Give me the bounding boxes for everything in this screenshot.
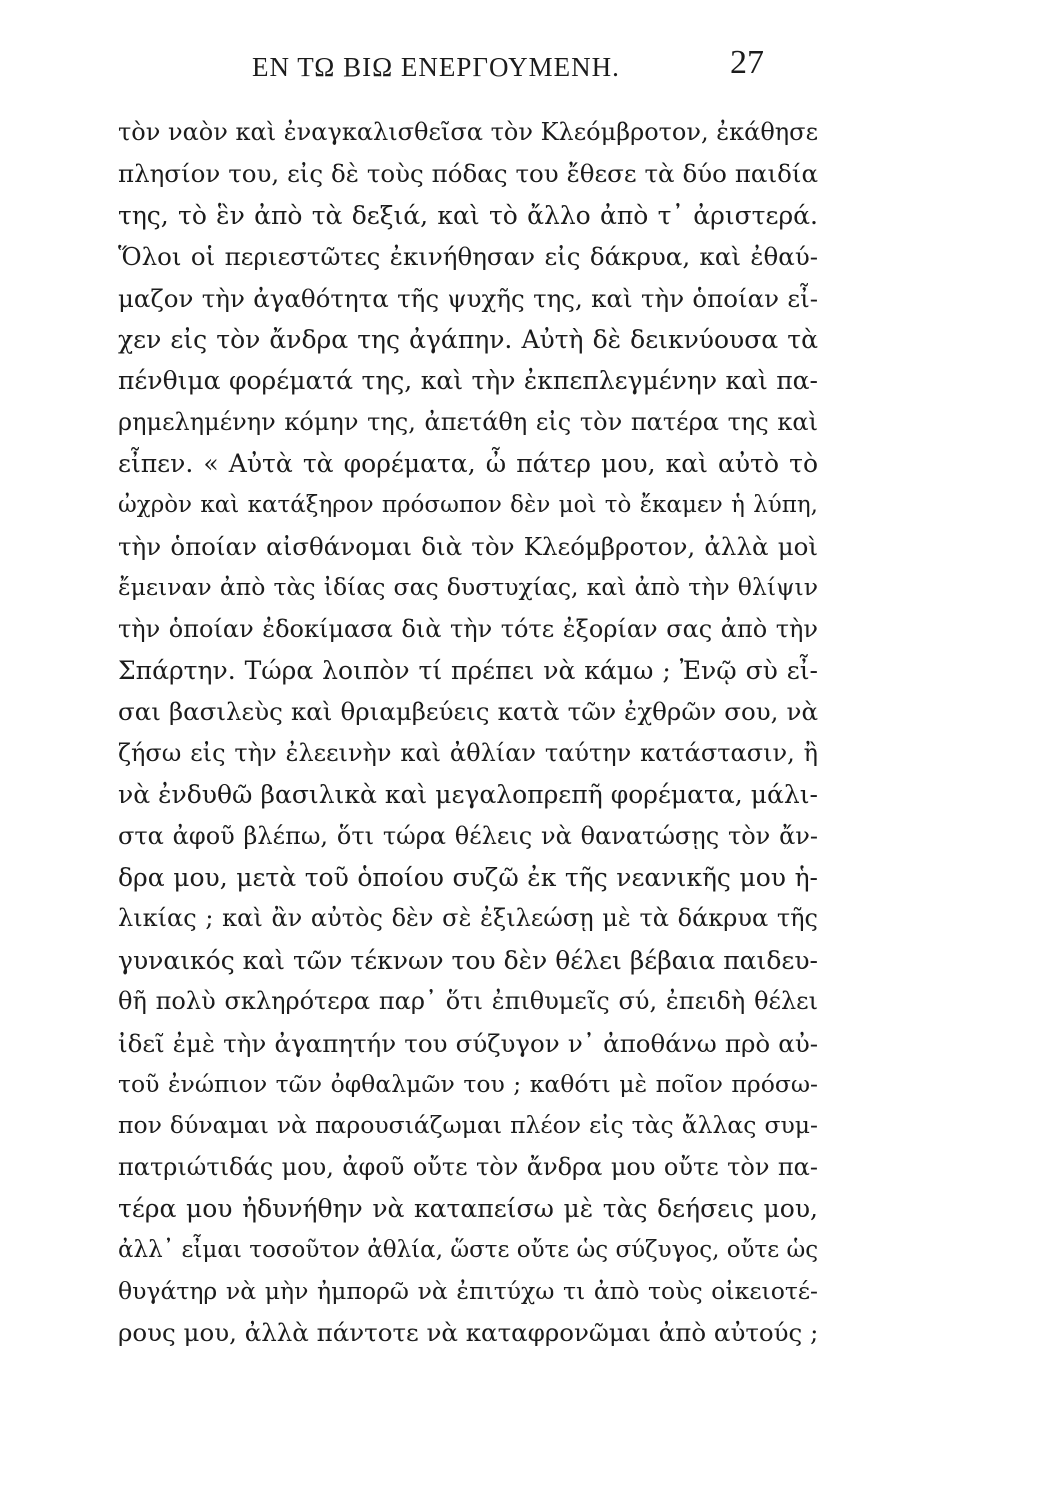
text-line: Ὅλοι οἱ περιεστῶτες ἐκινήθησαν εἰς δάκρυα, καὶ ἐθαύ- bbox=[118, 242, 818, 272]
text-line: πον δύναμαι νὰ παρουσιάζωμαι πλέον εἰς τὰς ἄλλας συμ- bbox=[118, 1111, 818, 1140]
text-line: τοῦ ἐνώπιον τῶν ὀφθαλμῶν του ; καθότι μὲ ποῖον πρόσω- bbox=[118, 1069, 818, 1098]
text-line: σαι βασιλεὺς καὶ θριαμβεύεις κατὰ τῶν ἐχθρῶν σου, νὰ bbox=[118, 697, 818, 727]
text-line: τὴν ὁποίαν ἐδοκίμασα διὰ τὴν τότε ἐξορίαν σας ἀπὸ τὴν bbox=[118, 614, 818, 643]
text-line: ζήσω εἰς τὴν ἐλεεινὴν καὶ ἀθλίαν ταύτην κατάστασιν, ἢ bbox=[118, 738, 818, 767]
text-line: στα ἀφοῦ βλέπω, ὅτι τώρα θέλεις νὰ θανατώσῃς τὸν ἄν- bbox=[118, 821, 818, 850]
text-line: πένθιμα φορέματά της, καὶ τὴν ἐκπεπλεγμένην καὶ πα- bbox=[118, 366, 818, 396]
text-line: ρημελημένην κόμην της, ἀπετάθη εἰς τὸν πατέρα της καὶ bbox=[118, 407, 818, 436]
text-line: λικίας ; καὶ ἂν αὐτὸς δὲν σὲ ἐξιλεώσῃ μὲ τὰ δάκρυα τῆς bbox=[118, 904, 818, 933]
text-line: τὴν ὁποίαν αἰσθάνομαι διὰ τὸν Κλεόμβροτον, ἀλλὰ μοὶ bbox=[118, 531, 818, 561]
text-line: νὰ ἐνδυθῶ βασιλικὰ καὶ μεγαλοπρεπῆ φορέματα, μάλι- bbox=[118, 780, 818, 810]
text-line: μαζον τὴν ἀγαθότητα τῆς ψυχῆς της, καὶ τὴν ὁποίαν εἶ- bbox=[118, 283, 818, 313]
body-text bbox=[118, 112, 818, 1354]
text-line: τὸν ναὸν καὶ ἐναγκαλισθεῖσα τὸν Κλεόμβροτον, ἐκάθησε bbox=[118, 118, 818, 146]
running-head: ΕΝ ΤΩ ΒΙΩ ΕΝΕΡΓΟΥΜΕΝΗ. bbox=[252, 52, 620, 82]
text-line: θῆ πολὺ σκληρότερα παρ᾽ ὅτι ἐπιθυμεῖς σύ, ἐπειδὴ θέλει bbox=[118, 987, 818, 1016]
text-line: τέρα μου ἠδυνήθην νὰ καταπείσω μὲ τὰς δεήσεις μου, bbox=[118, 1194, 818, 1224]
text-line: ἀλλ᾽ εἶμαι τοσοῦτον ἀθλία, ὥστε οὔτε ὡς σύζυγος, οὔτε ὡς bbox=[118, 1236, 819, 1263]
text-line: δρα μου, μετὰ τοῦ ὁποίου συζῶ ἐκ τῆς νεανικῆς μου ἡ- bbox=[118, 863, 818, 893]
text-line: θυγάτηρ νὰ μὴν ἠμπορῶ νὰ ἐπιτύχω τι ἀπὸ τοὺς οἰκειοτέ- bbox=[118, 1276, 818, 1305]
text-line: γυναικός καὶ τῶν τέκνων του δὲν θέλει βέβαια παιδευ- bbox=[118, 945, 818, 975]
text-line: ἔμειναν ἀπὸ τὰς ἰδίας σας δυστυχίας, καὶ ἀπὸ τὴν θλίψιν bbox=[118, 573, 818, 602]
page-number: 27 bbox=[730, 44, 764, 81]
text-line: Σπάρτην. Τώρα λοιπὸν τί πρέπει νὰ κάμω ; Ἐνῷ σὺ εἶ- bbox=[118, 656, 818, 686]
text-line: χεν εἰς τὸν ἄνδρα της ἀγάπην. Αὐτὴ δὲ δεικνύουσα τὰ bbox=[118, 324, 818, 354]
text-line: ἰδεῖ ἐμὲ τὴν ἀγαπητήν του σύζυγον ν᾽ ἀποθάνω πρὸ αὐ- bbox=[118, 1028, 818, 1058]
text-line: πλησίον του, εἰς δὲ τοὺς πόδας του ἔθεσε τὰ δύο παιδία bbox=[118, 159, 818, 189]
text-line: ρους μου, ἀλλὰ πάντοτε νὰ καταφρονῶμαι ἀπὸ αὐτούς ; bbox=[118, 1318, 819, 1348]
text-line: ὠχρὸν καὶ κατάξηρον πρόσωπον δὲν μοὶ τὸ ἔκαμεν ἡ λύπη, bbox=[118, 491, 818, 518]
text-line: πατριώτιδάς μου, ἀφοῦ οὔτε τὸν ἄνδρα μου οὔτε τὸν πα- bbox=[118, 1152, 818, 1181]
text-line: εἶπεν. « Αὐτὰ τὰ φορέματα, ὦ πάτερ μου, καὶ αὐτὸ τὸ bbox=[118, 449, 818, 479]
text-line: της, τὸ ἓν ἀπὸ τὰ δεξιά, καὶ τὸ ἄλλο ἀπὸ τ᾽ ἀριστερά. bbox=[118, 200, 818, 230]
